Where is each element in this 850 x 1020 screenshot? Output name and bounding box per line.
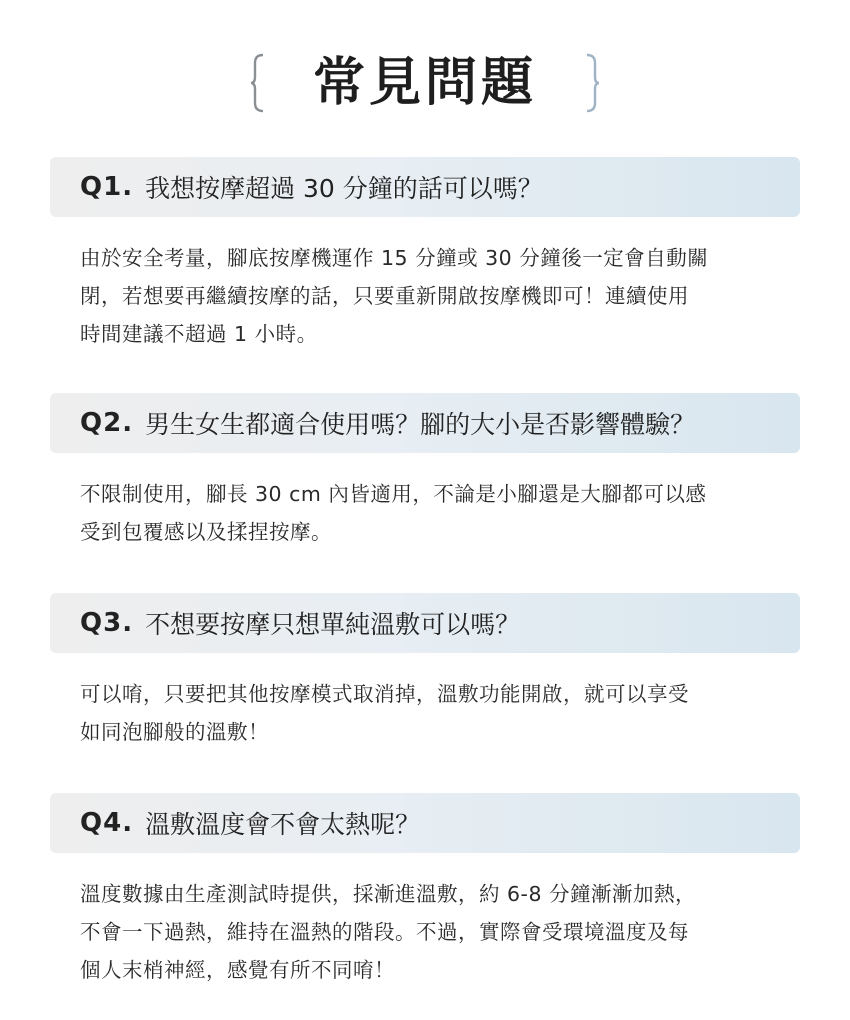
left-brace-icon [251, 53, 265, 113]
faq-item-4 [50, 793, 800, 989]
answer-line: 由於安全考量，腳底按摩機運作 15 分鐘或 30 分鐘後一定會自動關 [80, 246, 709, 270]
answer-line: 時間建議不超過 1 小時。 [80, 322, 318, 346]
faq-answer [80, 675, 790, 751]
faq-item-1 [50, 157, 800, 353]
answer-line: 閉，若想要再繼續按摩的話，只要重新開啟按摩機即可！連續使用 [80, 284, 689, 308]
answer-line: 不限制使用，腳長 30 cm 內皆適用，不論是小腳還是大腳都可以感 [80, 482, 707, 506]
right-brace-icon [585, 53, 599, 113]
answer-line: 如同泡腳般的溫敷！ [80, 720, 269, 744]
question-text: 溫敷溫度會不會太熱呢？ [145, 810, 421, 839]
question-number: Q1. [80, 172, 134, 202]
faq-question-bar [50, 593, 800, 653]
answer-line: 受到包覆感以及揉捏按摩。 [80, 520, 332, 544]
question-text: 男生女生都適合使用嗎？腳的大小是否影響體驗？ [145, 410, 696, 439]
question-text: 不想要按摩只想單純溫敷可以嗎？ [145, 610, 521, 639]
question-number: Q2. [80, 408, 134, 438]
answer-line: 可以唷，只要把其他按摩模式取消掉，溫敷功能開啟，就可以享受 [80, 682, 689, 706]
answer-line: 溫度數據由生產測試時提供，採漸進溫敷，約 6-8 分鐘漸漸加熱， [80, 882, 697, 906]
faq-answer [80, 875, 790, 989]
page-title: 常見問題 [312, 53, 537, 113]
faq-question-bar [50, 157, 800, 217]
page-header [0, 38, 850, 128]
question-number: Q4. [80, 808, 134, 838]
question-number: Q3. [80, 608, 134, 638]
faq-answer [80, 475, 790, 551]
faq-question-bar [50, 793, 800, 853]
faq-question-bar [50, 393, 800, 453]
faq-answer [80, 239, 790, 353]
answer-line: 個人末梢神經，感覺有所不同唷！ [80, 958, 395, 982]
question-text: 我想按摩超過 30 分鐘的話可以嗎？ [145, 174, 543, 203]
faq-item-2 [50, 393, 800, 551]
answer-line: 不會一下過熱，維持在溫熱的階段。不過，實際會受環境溫度及每 [80, 920, 689, 944]
faq-item-3 [50, 593, 800, 751]
